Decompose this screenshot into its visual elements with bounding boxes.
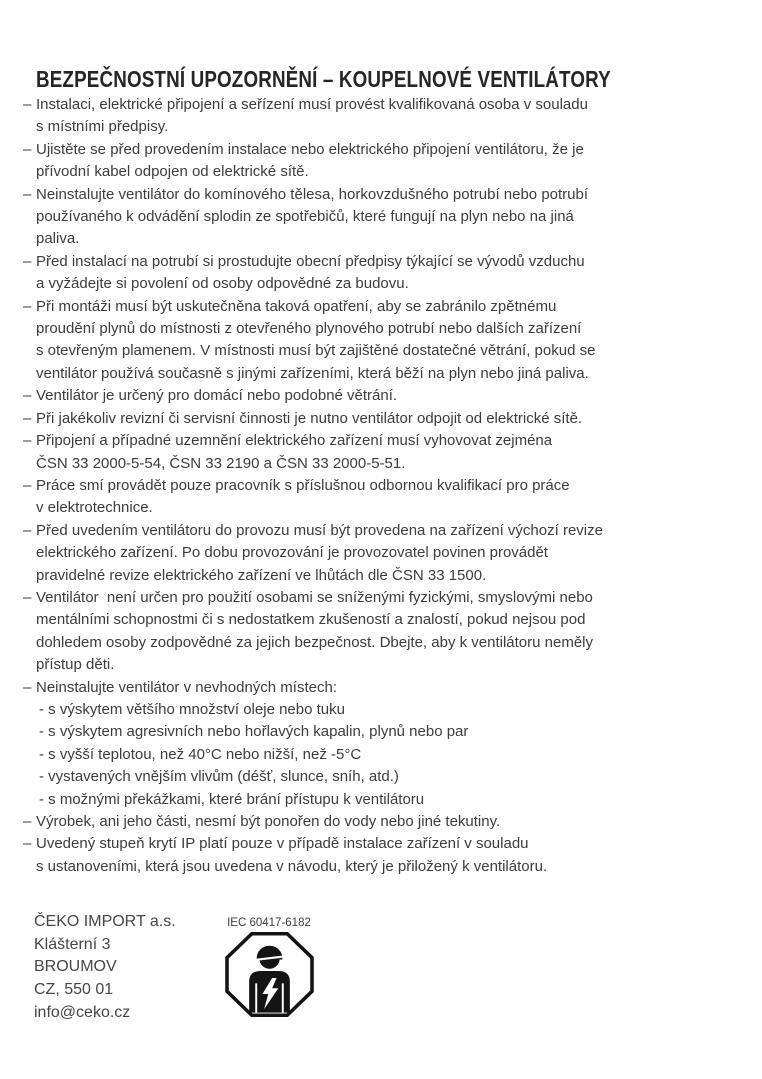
sub-bullet-line: - s vyšší teplotou, než 40°C nebo nižší, než -5°C (39, 745, 362, 763)
bullet-dash-marker: – (23, 432, 32, 450)
bullet-line: Při montáži musí být uskutečněna taková opatření, aby se zabránilo zpětnému (36, 297, 557, 315)
company-email: info@ceko.cz (34, 1003, 131, 1021)
bullet-line: Ujistěte se před provedením instalace nebo elektrického připojení ventilátoru, že je (36, 140, 584, 158)
bullet-item (23, 587, 748, 677)
sub-bullet-line: - vystavených vnějším vlivům (déšť, slunce, sníh, atd.) (39, 768, 399, 786)
bullet-line: dohledem osoby zodpovědné za jejich bezpečnost. Dbejte, aby k ventilátoru neměly (36, 633, 594, 651)
bullet-line: Neinstalujte ventilátor do komínového tělesa, horkovzdušného potrubí nebo potrubí (36, 185, 589, 203)
bullet-item (23, 811, 748, 833)
sub-bullet-line: - s možnými překážkami, které brání přístupu k ventilátoru (39, 790, 425, 808)
electrician-in-octagon-icon (225, 932, 314, 1017)
bullet-dash-marker: – (23, 521, 32, 539)
bullet-line: přístup děti. (36, 656, 115, 674)
bullet-line: Připojení a případné uzemnění elektrického zařízení musí vyhovovat zejména (36, 432, 553, 450)
bullet-line: přívodní kabel odpojen od elektrické sítě. (36, 163, 309, 181)
bullet-item (23, 251, 748, 296)
page-title: BEZPEČNOSTNÍ UPOZORNĚNÍ – KOUPELNOVÉ VENTILÁTORY (36, 65, 611, 92)
bullet-line: používaného k odvádění splodin ze spotřebičů, které fungují na plyn nebo na jiná (36, 208, 574, 226)
bullet-item (23, 139, 748, 184)
bullet-line: Instalaci, elektrické připojení a seřízení musí provést kvalifikovaná osoba v souladu (36, 96, 588, 113)
safety-warning-list (23, 94, 748, 878)
bullet-line: Před uvedením ventilátoru do provozu musí být provedena na zařízení výchozí revize (36, 521, 603, 539)
bullet-line: Práce smí provádět pouze pracovník s příslušnou odbornou kvalifikací pro práce (36, 476, 570, 494)
bullet-line: s otevřeným plamenem. V místnosti musí být zajištěné dostatečné větrání, pokud se (36, 342, 596, 360)
bullet-line: pravidelné revize elektrického zařízení ve lhůtách dle ČSN 33 1500. (36, 566, 487, 584)
bullet-line: v elektrotechnice. (36, 499, 153, 517)
company-address-line: Klášterní 3 (34, 935, 111, 953)
sub-bullet-line: - s výskytem agresivních nebo hořlavých kapalin, plynů nebo par (39, 723, 469, 741)
bullet-line: ČSN 33 2000-5-54, ČSN 33 2190 a ČSN 33 2000-5-51. (36, 454, 406, 472)
bullet-line: paliva. (36, 230, 80, 248)
bullet-dash-marker: – (23, 252, 32, 270)
bullet-line: Před instalací na potrubí si prostudujte obecní předpisy týkající se vývodů vzduchu (36, 252, 585, 270)
bullet-line: mentálními schopnostmi či s nedostatkem zkušeností a znalostí, pokud nejsou pod (36, 611, 586, 629)
bullet-dash-marker: – (23, 185, 32, 203)
bullet-line: s ustanoveními, která jsou uvedena v návodu, který je přiložený k ventilátoru. (36, 857, 548, 875)
bullet-line: Při jakékoliv revizní či servisní činnosti je nutno ventilátor odpojit od elektrické sítě. (36, 409, 583, 427)
bullet-dash-marker: – (23, 678, 32, 696)
bullet-dash-marker: – (23, 813, 32, 830)
bullet-dash-marker: – (23, 588, 32, 606)
bullet-line: Ventilátor není určen pro použití osobami se sníženými fyzickými, smyslovými nebo (36, 588, 593, 606)
bullet-line: a vyžádejte si povolení od osoby odpovědné za budovu. (36, 275, 409, 293)
bullet-item (23, 408, 748, 430)
bullet-item (23, 296, 748, 386)
bullet-dash-marker: – (23, 297, 32, 315)
bullet-item (23, 184, 748, 251)
company-address-block (34, 911, 176, 1025)
company-name: ČEKO IMPORT a.s. (34, 913, 176, 930)
bullet-line: Uvedený stupeň krytí IP platí pouze v případě instalace zařízení v souladu (36, 835, 529, 853)
bullet-item (23, 385, 748, 407)
bullet-line: ventilátor používá současně s jinými zařízeními, která běží na plyn nebo jiná paliva. (36, 364, 589, 382)
bullet-dash-marker: – (23, 476, 32, 494)
iec-symbol-label: IEC 60417-6182 (227, 917, 311, 929)
bullet-line: Ventilátor je určený pro domácí nebo podobné větrání. (36, 387, 398, 405)
bullet-item (23, 430, 748, 475)
bullet-line: proudění plynů do místnosti z otevřeného plynového potrubí nebo dalších zařízení (36, 320, 582, 338)
sub-bullet-line: - s výskytem většího množství oleje nebo tuku (39, 700, 345, 718)
bullet-item (23, 833, 748, 878)
bullet-line: Neinstalujte ventilátor v nevhodných místech: (36, 678, 337, 696)
company-address-line: CZ, 550 01 (34, 981, 114, 999)
bullet-dash-marker: – (23, 387, 32, 405)
bullet-item (23, 520, 748, 587)
company-address-line: BROUMOV (34, 958, 117, 976)
electrician-symbol-block (222, 917, 316, 1017)
bullet-item (23, 677, 748, 811)
bullet-dash-marker: – (23, 409, 32, 427)
bullet-item (23, 94, 748, 139)
bullet-line: Výrobek, ani jeho části, nesmí být ponořen do vody nebo jiné tekutiny. (36, 813, 501, 830)
bullet-item (23, 475, 748, 520)
bullet-dash-marker: – (23, 140, 32, 158)
bullet-dash-marker: – (23, 835, 32, 853)
bullet-line: elektrického zařízení. Po dobu provozování je provozovatel povinen provádět (36, 544, 548, 562)
bullet-dash-marker: – (23, 96, 32, 113)
bullet-line: s místními předpisy. (36, 118, 169, 136)
